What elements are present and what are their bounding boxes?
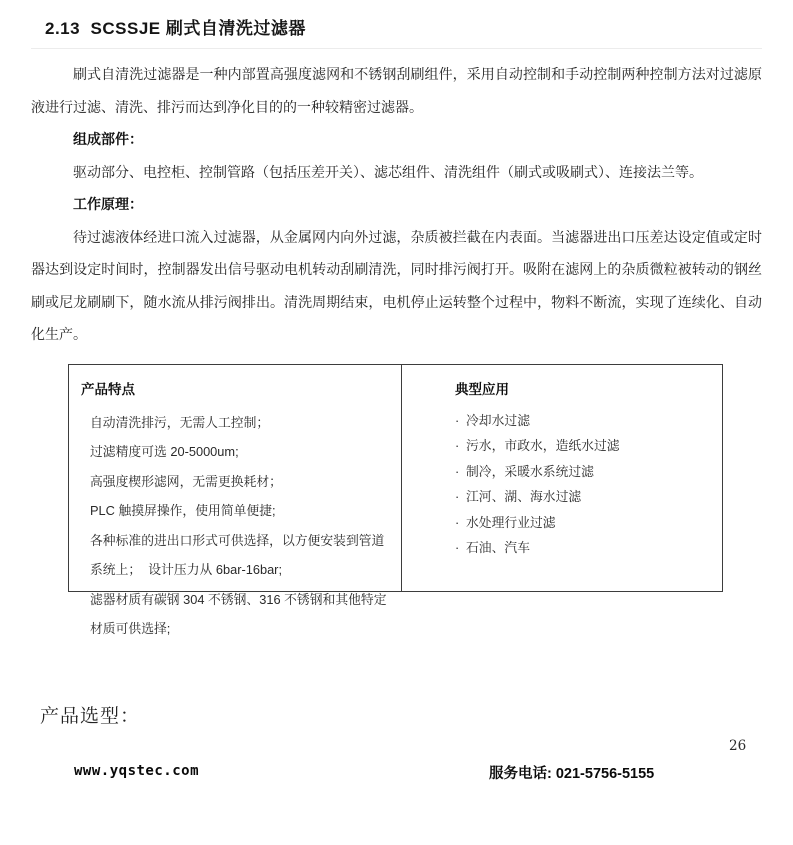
principle-heading: 工作原理：	[73, 196, 143, 212]
application-label: 江河、湖、海水过滤	[466, 489, 582, 504]
application-label: 制冷，采暖水系统过滤	[466, 463, 594, 479]
applications-cell	[402, 365, 722, 591]
application-label: 污水，市政水，造纸水过滤	[466, 438, 620, 453]
application-label: 石油、汽车	[466, 540, 530, 555]
applications-heading: 典型应用	[455, 381, 509, 397]
feature-item: 自动清洗排污，无需人工控制；	[90, 414, 270, 430]
feature-item: 各种标准的进出口形式可供选择，以方便安装到管道	[90, 532, 385, 548]
bullet-icon: ·	[455, 540, 460, 555]
features-cell	[69, 365, 402, 636]
footer-website: www.yqstec.com	[74, 763, 200, 779]
components-body: 驱动部分、电控柜、控制管路（包括压差开关）、滤芯组件、清洗组件（刷式或吸刷式）、连接法兰等。	[73, 163, 703, 180]
bullet-icon: ·	[455, 489, 460, 504]
application-label: 水处理行业过滤	[466, 514, 556, 530]
section-title: 2.13 SCSSJE 刷式自清洗过滤器	[31, 10, 762, 49]
application-label: 冷却水过滤	[466, 412, 530, 428]
bullet-icon: ·	[455, 412, 460, 428]
application-item	[455, 459, 714, 485]
application-item	[455, 535, 714, 561]
selection-heading: 产品选型：	[40, 705, 141, 727]
application-item	[455, 484, 714, 510]
feature-item: PLC 触摸屏操作，使用简单便捷;	[90, 503, 276, 518]
intro-paragraph: 刷式自清洗过滤器是一种内部置高强度滤网和不锈钢刮刷组件，采用自动控制和手动控制两种控制方法对过滤原液进行过滤、清洗、排污而达到净化目的的一种较精密过滤器。	[31, 66, 762, 115]
feature-item: 高强度楔形滤网，无需更换耗材；	[90, 473, 282, 489]
components-heading: 组成部件：	[73, 131, 143, 147]
bullet-icon: ·	[455, 438, 460, 453]
application-item	[455, 433, 714, 459]
spec-table	[68, 364, 723, 636]
application-item	[455, 510, 714, 536]
bullet-icon: ·	[455, 514, 460, 530]
bullet-icon: ·	[455, 463, 460, 479]
principle-body: 待过滤液体经进口流入过滤器，从金属网内向外过滤，杂质被拦截在内表面。当滤器进出口压差达设定值或定时器达到设定时间时，控制器发出信号驱动电机转动刮刷清洗，同时排污阀打开。吸附在滤网上的杂质微粒被转动的钢丝刷或尼龙刷刷下，随水流从排污阀排出。清洗周期结束，电机停止运转整个过程中，物料不断流，实现了连续化、自动化生产。	[31, 228, 762, 342]
feature-item: 系统上； 设计压力从 6bar-16bar;	[90, 562, 282, 577]
page-number: 26	[729, 738, 747, 754]
feature-item: 过滤精度可选 20-5000um;	[90, 444, 239, 459]
feature-item: 滤器材质有碳钢 304 不锈钢、316 不锈钢和其他特定材质可供选择;	[90, 591, 387, 636]
application-item	[455, 408, 714, 434]
features-heading: 产品特点	[81, 381, 135, 397]
footer-service-phone: 服务电话: 021-5756-5155	[489, 766, 655, 782]
